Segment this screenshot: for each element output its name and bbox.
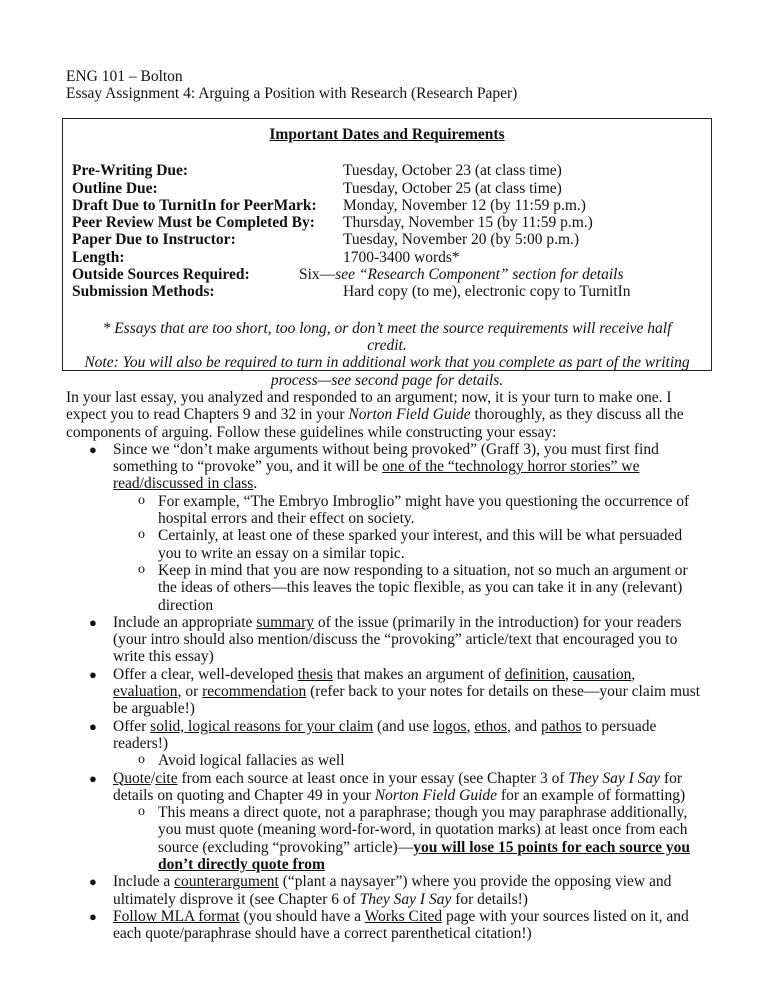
- underlined-text: Works Cited: [364, 907, 443, 925]
- text-segment: of the issue (primarily in the introduction) for your readers (your intro should also mention/discuss the “provoking” article/text that encouraged you to write this essay): [113, 613, 682, 666]
- underlined-text: ethos: [474, 717, 508, 735]
- requirement-value-text: Tuesday, October 23 (at class time): [343, 162, 562, 180]
- text-segment: thoroughly, as they discuss all the components of arguing. Follow these guidelines while constructing your essay:: [66, 406, 684, 441]
- underlined-text: cite: [155, 769, 178, 787]
- underlined-text: logos: [432, 717, 467, 735]
- circle-bullet-icon: o: [138, 804, 145, 820]
- underlined-text: solid, logical reasons for your claim: [150, 717, 374, 735]
- text-segment: Certainly, at least one of these sparked your interest, and this will be what persuaded you to write an essay on a similar topic.: [158, 527, 683, 562]
- guideline-item: [66, 770, 706, 805]
- underlined-text: Follow MLA format: [113, 907, 240, 925]
- guideline-item: [66, 873, 706, 908]
- text-segment: that makes an argument of: [332, 665, 505, 683]
- guideline-subitem: [66, 493, 706, 528]
- underlined-text: pathos: [541, 717, 582, 735]
- guidelines-list: [66, 441, 706, 943]
- text-segment: from each source at least once in your essay (see Chapter 3 of: [177, 769, 569, 787]
- requirement-row: [72, 283, 711, 300]
- dates-requirements-box: [62, 118, 712, 389]
- requirement-value-text: Monday, November 12 (by 11:59 p.m.): [343, 196, 586, 214]
- text-segment: .: [253, 475, 258, 493]
- requirement-label: Length:: [72, 248, 125, 266]
- text-segment: Offer a clear, well-developed: [113, 665, 298, 683]
- bullet-icon: ●: [89, 908, 97, 924]
- text-segment: In your last essay, you analyzed and responded to an argument; now, it is your turn to make one. I expect you to read Chapters 9 and 32 in your: [66, 389, 672, 424]
- underlined-text: evaluation: [113, 683, 178, 701]
- requirement-value: [343, 214, 593, 231]
- requirements-list: [72, 162, 711, 300]
- requirement-row: [72, 197, 711, 214]
- requirement-label: Outside Sources Required:: [72, 266, 250, 284]
- assignment-title: Essay Assignment 4: Arguing a Position with Research (Research Paper): [66, 85, 518, 103]
- guideline-subitem: [66, 804, 706, 873]
- requirement-value: [299, 266, 623, 283]
- requirement-value-text: Hard copy (to me), electronic copy to TurnitIn: [343, 283, 631, 301]
- guideline-item: [66, 718, 706, 753]
- additional-work-note: Note: You will also be required to turn in additional work that you complete as part of the writing process—see second page for details.: [84, 354, 690, 389]
- requirement-value: [343, 249, 460, 266]
- text-segment: , or: [177, 683, 203, 701]
- requirement-label: Paper Due to Instructor:: [72, 231, 236, 249]
- italic-text: Norton Field Guide: [348, 406, 471, 424]
- requirement-row: [72, 214, 711, 231]
- text-segment: Since we “don’t make arguments without being provoked” (Graff 3), you must first find something to “provoke” you, and it will be: [113, 440, 659, 476]
- text-segment: Offer: [113, 717, 151, 735]
- underlined-text: causation: [572, 665, 632, 683]
- requirement-row: [72, 162, 711, 179]
- requirement-label: Draft Due to TurnitIn for PeerMark:: [72, 196, 317, 214]
- bullet-icon: ●: [89, 770, 97, 786]
- circle-bullet-icon: o: [138, 752, 145, 768]
- requirement-value-text: Tuesday, October 25 (at class time): [343, 179, 562, 197]
- text-segment: for an example of formatting): [497, 786, 686, 804]
- circle-bullet-icon: o: [138, 561, 145, 577]
- bullet-icon: ●: [89, 718, 97, 734]
- box-title: Important Dates and Requirements: [269, 126, 505, 143]
- text-segment: for details!): [451, 890, 528, 908]
- underlined-text: Quote: [113, 769, 151, 787]
- guideline-item: [66, 666, 706, 718]
- guideline-item: [66, 441, 706, 493]
- underlined-text: thesis: [297, 665, 333, 683]
- requirement-label: Peer Review Must be Completed By:: [72, 214, 315, 232]
- requirement-label: Outline Due:: [72, 179, 158, 197]
- text-segment: ,: [631, 665, 636, 683]
- requirement-value-text: Six—: [299, 266, 336, 284]
- guideline-subitem: [66, 562, 706, 614]
- text-segment: (“plant a naysayer”) where you provide the opposing view and ultimately disprove it (see Chapter 6 of: [113, 873, 672, 908]
- text-segment: Include a: [113, 873, 175, 891]
- requirement-value: [343, 231, 579, 248]
- guideline-item: [66, 614, 706, 666]
- bullet-icon: ●: [89, 666, 97, 682]
- bullet-icon: ●: [89, 441, 97, 457]
- requirement-label: Pre-Writing Due:: [72, 162, 189, 180]
- underlined-text: one of the “technology horror stories” we read/discussed in class: [113, 458, 640, 493]
- text-segment: This means a direct quote, not a paraphrase; though you may paraphrase additionally, you must quote (meaning word-for-word, in quotation marks) at least once from each source (excluding “provoking” article)—: [158, 804, 688, 856]
- requirement-value: [343, 197, 586, 214]
- underlined-text: counterargument: [174, 873, 279, 891]
- bullet-icon: ●: [89, 614, 97, 630]
- requirement-row: [72, 266, 711, 283]
- italic-text: Norton Field Guide: [374, 786, 498, 804]
- underlined-text: summary: [256, 613, 314, 631]
- text-segment: page with your sources listed on it, and each quote/paraphrase should have a correct parenthetical citation!): [113, 907, 689, 943]
- text-segment: ,: [466, 717, 475, 735]
- document-header: [66, 68, 517, 103]
- text-segment: Keep in mind that you are now responding to a situation, not so much an argument or the ideas of others—this leaves the topic flexible, as you can take it in any (relevant) direction: [158, 561, 688, 614]
- requirement-value-text: 1700-3400 words*: [343, 248, 460, 266]
- circle-bullet-icon: o: [138, 527, 145, 543]
- text-segment: (and use: [373, 717, 433, 735]
- requirement-value: [343, 283, 631, 300]
- text-segment: For example, “The Embryo Imbroglio” might have you questioning the occurrence of hospital errors and their effect on society.: [158, 492, 690, 528]
- circle-bullet-icon: o: [138, 492, 145, 508]
- bullet-icon: ●: [89, 874, 97, 890]
- assignment-body: [66, 389, 706, 943]
- intro-paragraph: [66, 389, 706, 441]
- requirement-value-text: Thursday, November 15 (by 11:59 p.m.): [343, 214, 593, 232]
- requirement-value: [343, 180, 562, 197]
- underlined-text: recommendation: [202, 683, 307, 701]
- text-segment: , and: [507, 717, 542, 735]
- requirement-row: [72, 231, 711, 248]
- guideline-subitem: [66, 527, 706, 562]
- text-segment: ,: [565, 665, 573, 683]
- guideline-item: [66, 908, 706, 943]
- text-segment: Avoid logical fallacies as well: [158, 752, 345, 770]
- requirement-label: Submission Methods:: [72, 283, 215, 301]
- italic-text: They Say I Say: [359, 890, 452, 908]
- text-segment: (you should have a: [239, 907, 365, 925]
- text-segment: /: [150, 769, 156, 787]
- requirement-row: [72, 249, 711, 266]
- guideline-subitem: [66, 752, 706, 769]
- text-segment: for details on quoting and Chapter 49 in your: [113, 769, 683, 804]
- text-segment: Include an appropriate: [113, 613, 257, 631]
- requirement-value-italic: see “Research Component” section for details: [335, 266, 624, 284]
- course-line: ENG 101 – Bolton: [66, 68, 183, 85]
- requirement-row: [72, 180, 711, 197]
- emphasis-text: you will lose 15 points for each source you don’t directly quote from: [158, 838, 690, 874]
- italic-text: They Say I Say: [568, 769, 661, 787]
- half-credit-note: * Essays that are too short, too long, or don’t meet the source requirements will receive half credit.: [102, 319, 672, 354]
- text-segment: to persuade readers!): [113, 717, 657, 752]
- requirement-value: [343, 162, 562, 179]
- underlined-text: definition: [504, 665, 566, 683]
- requirement-value-text: Tuesday, November 20 (by 5:00 p.m.): [343, 231, 580, 249]
- text-segment: (refer back to your notes for details on these—your claim must be arguable!): [113, 683, 701, 718]
- box-notes: [83, 320, 691, 389]
